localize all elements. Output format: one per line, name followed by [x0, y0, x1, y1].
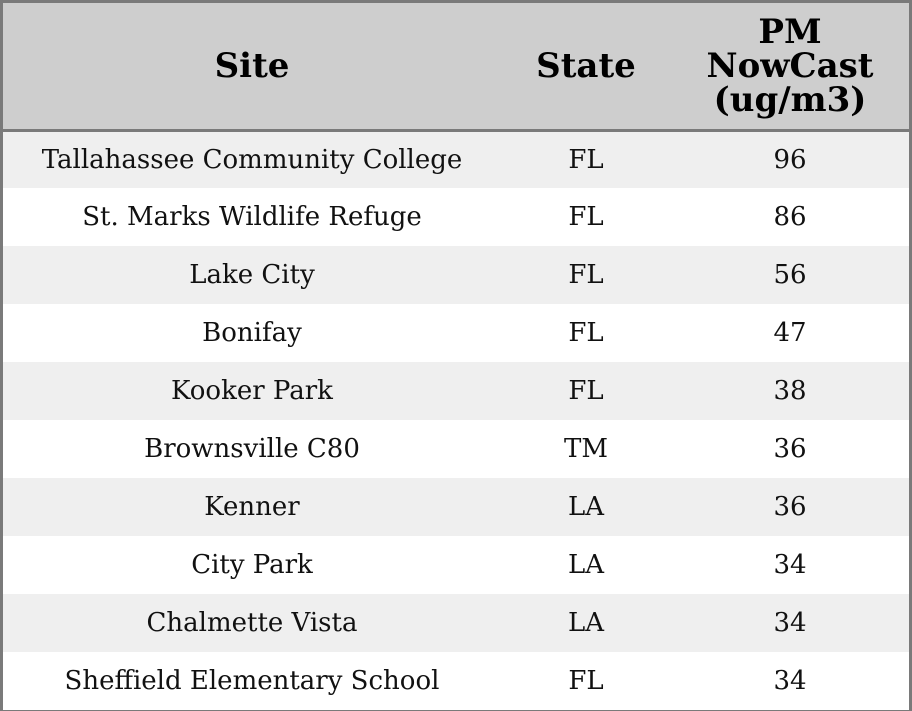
- header-row: [3, 3, 909, 130]
- cell-site: Brownsville C80: [144, 434, 360, 464]
- cell-site: Bonifay: [202, 318, 302, 348]
- pm-nowcast-table: [3, 3, 909, 710]
- cell-pm-value: 34: [773, 666, 807, 696]
- table-row: [3, 246, 909, 304]
- table-row: [3, 304, 909, 362]
- header-state: State: [501, 3, 671, 130]
- table-body: [3, 130, 909, 710]
- table-row: [3, 536, 909, 594]
- cell-state: FL: [568, 260, 604, 290]
- table-row: [3, 420, 909, 478]
- cell-pm-value: 38: [773, 376, 807, 406]
- cell-pm-value: 86: [773, 202, 807, 232]
- cell-pm-value: 47: [773, 318, 807, 348]
- cell-site: Tallahassee Community College: [41, 144, 463, 175]
- table-header: [3, 3, 909, 130]
- cell-state: TM: [564, 434, 608, 464]
- cell-site: Lake City: [189, 260, 315, 290]
- cell-state: LA: [567, 550, 605, 580]
- cell-site: Sheffield Elementary School: [64, 666, 440, 696]
- table-row: [3, 478, 909, 536]
- cell-pm-value: 56: [773, 260, 807, 290]
- header-pm-nowcast: PM NowCast (ug/m3): [671, 3, 909, 130]
- table-row: [3, 362, 909, 420]
- cell-site: St. Marks Wildlife Refuge: [82, 202, 422, 232]
- cell-site: City Park: [191, 550, 313, 580]
- cell-pm-value: 34: [773, 608, 807, 638]
- cell-state: LA: [567, 608, 605, 638]
- cell-state: FL: [568, 376, 604, 406]
- cell-site: Kooker Park: [171, 376, 333, 406]
- table-row: [3, 130, 909, 188]
- header-site: Site: [3, 3, 501, 130]
- cell-state: FL: [568, 202, 604, 232]
- cell-pm-value: 96: [773, 144, 807, 175]
- cell-state: FL: [568, 318, 604, 348]
- cell-pm-value: 34: [773, 550, 807, 580]
- cell-site: Chalmette Vista: [146, 608, 358, 638]
- cell-state: FL: [568, 144, 604, 175]
- cell-pm-value: 36: [773, 492, 807, 522]
- cell-site: Kenner: [204, 492, 300, 522]
- cell-state: FL: [568, 666, 604, 696]
- table-row: [3, 652, 909, 710]
- cell-state: LA: [567, 492, 605, 522]
- cell-pm-value: 36: [773, 434, 807, 464]
- table-row: [3, 188, 909, 246]
- table-row: [3, 594, 909, 652]
